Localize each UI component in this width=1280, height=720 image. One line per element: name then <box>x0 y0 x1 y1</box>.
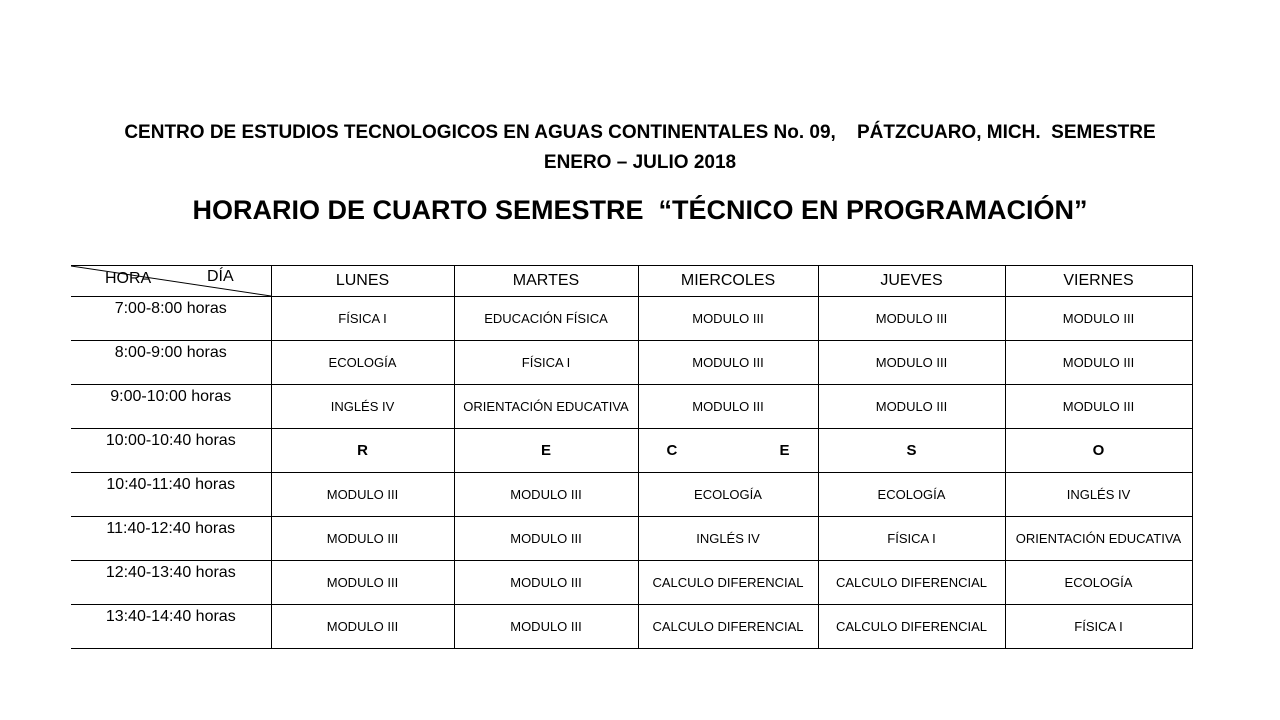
class-cell: MODULO III <box>638 297 818 341</box>
day-header: MARTES <box>454 266 638 297</box>
class-cell: ORIENTACIÓN EDUCATIVA <box>1005 517 1192 561</box>
recess-row <box>71 429 1192 473</box>
class-cell: MODULO III <box>818 341 1005 385</box>
class-cell: CALCULO DIFERENCIAL <box>818 605 1005 649</box>
school-title <box>80 118 1200 178</box>
table-row <box>71 341 1192 385</box>
recess-letter: O <box>1005 429 1192 473</box>
table-row <box>71 297 1192 341</box>
time-slot: 7:00-8:00 horas <box>71 297 271 341</box>
class-cell: MODULO III <box>454 473 638 517</box>
class-cell: MODULO III <box>1005 297 1192 341</box>
recess-letter: E <box>779 442 790 459</box>
recess-letter: E <box>454 429 638 473</box>
time-slot: 10:40-11:40 horas <box>71 473 271 517</box>
header-row <box>71 266 1192 297</box>
class-cell: MODULO III <box>271 517 454 561</box>
class-cell: MODULO III <box>818 385 1005 429</box>
day-header: JUEVES <box>818 266 1005 297</box>
class-cell: EDUCACIÓN FÍSICA <box>454 297 638 341</box>
class-cell: FÍSICA I <box>1005 605 1192 649</box>
time-slot: 12:40-13:40 horas <box>71 561 271 605</box>
class-cell: ECOLOGÍA <box>818 473 1005 517</box>
recess-letter: S <box>818 429 1005 473</box>
class-cell: INGLÉS IV <box>271 385 454 429</box>
class-cell: ECOLOGÍA <box>638 473 818 517</box>
recess-letter: R <box>271 429 454 473</box>
corner-hora-label: HORA <box>105 270 152 287</box>
recess-letter: C <box>666 442 678 459</box>
class-cell: FÍSICA I <box>271 297 454 341</box>
table-row <box>71 385 1192 429</box>
table-row <box>71 517 1192 561</box>
class-cell: MODULO III <box>818 297 1005 341</box>
time-slot: 13:40-14:40 horas <box>71 605 271 649</box>
corner-header <box>71 266 271 297</box>
class-cell: ECOLOGÍA <box>1005 561 1192 605</box>
class-cell: ECOLOGÍA <box>271 341 454 385</box>
class-cell: FÍSICA I <box>454 341 638 385</box>
class-cell: MODULO III <box>271 561 454 605</box>
class-cell: MODULO III <box>271 605 454 649</box>
table-row <box>71 561 1192 605</box>
school-title-line1: CENTRO DE ESTUDIOS TECNOLOGICOS EN AGUAS CONTINENTALES No. 09, PÁTZCUARO, MICH. SEMESTRE <box>124 122 1156 143</box>
class-cell: MODULO III <box>454 517 638 561</box>
class-cell: CALCULO DIFERENCIAL <box>818 561 1005 605</box>
day-header: LUNES <box>271 266 454 297</box>
class-cell: MODULO III <box>638 385 818 429</box>
time-slot: 9:00-10:00 horas <box>71 385 271 429</box>
recess-cell <box>638 429 818 473</box>
school-title-line2: ENERO – JULIO 2018 <box>543 152 737 173</box>
table-row <box>71 605 1192 649</box>
diagonal-divider <box>71 266 271 296</box>
class-cell: ORIENTACIÓN EDUCATIVA <box>454 385 638 429</box>
class-cell: INGLÉS IV <box>1005 473 1192 517</box>
class-cell: MODULO III <box>638 341 818 385</box>
class-cell: MODULO III <box>1005 385 1192 429</box>
class-cell: MODULO III <box>454 605 638 649</box>
schedule-title: HORARIO DE CUARTO SEMESTRE “TÉCNICO EN PROGRAMACIÓN” <box>192 195 1088 225</box>
time-slot: 11:40-12:40 horas <box>71 517 271 561</box>
day-header: VIERNES <box>1005 266 1192 297</box>
time-slot: 10:00-10:40 horas <box>71 429 271 473</box>
class-cell: FÍSICA I <box>818 517 1005 561</box>
class-cell: MODULO III <box>454 561 638 605</box>
class-cell: CALCULO DIFERENCIAL <box>638 605 818 649</box>
schedule-table <box>71 265 1193 649</box>
class-cell: MODULO III <box>1005 341 1192 385</box>
class-cell: INGLÉS IV <box>638 517 818 561</box>
class-cell: MODULO III <box>271 473 454 517</box>
time-slot: 8:00-9:00 horas <box>71 341 271 385</box>
corner-dia-label: DÍA <box>207 268 234 285</box>
class-cell: CALCULO DIFERENCIAL <box>638 561 818 605</box>
day-header: MIERCOLES <box>638 266 818 297</box>
table-row <box>71 473 1192 517</box>
